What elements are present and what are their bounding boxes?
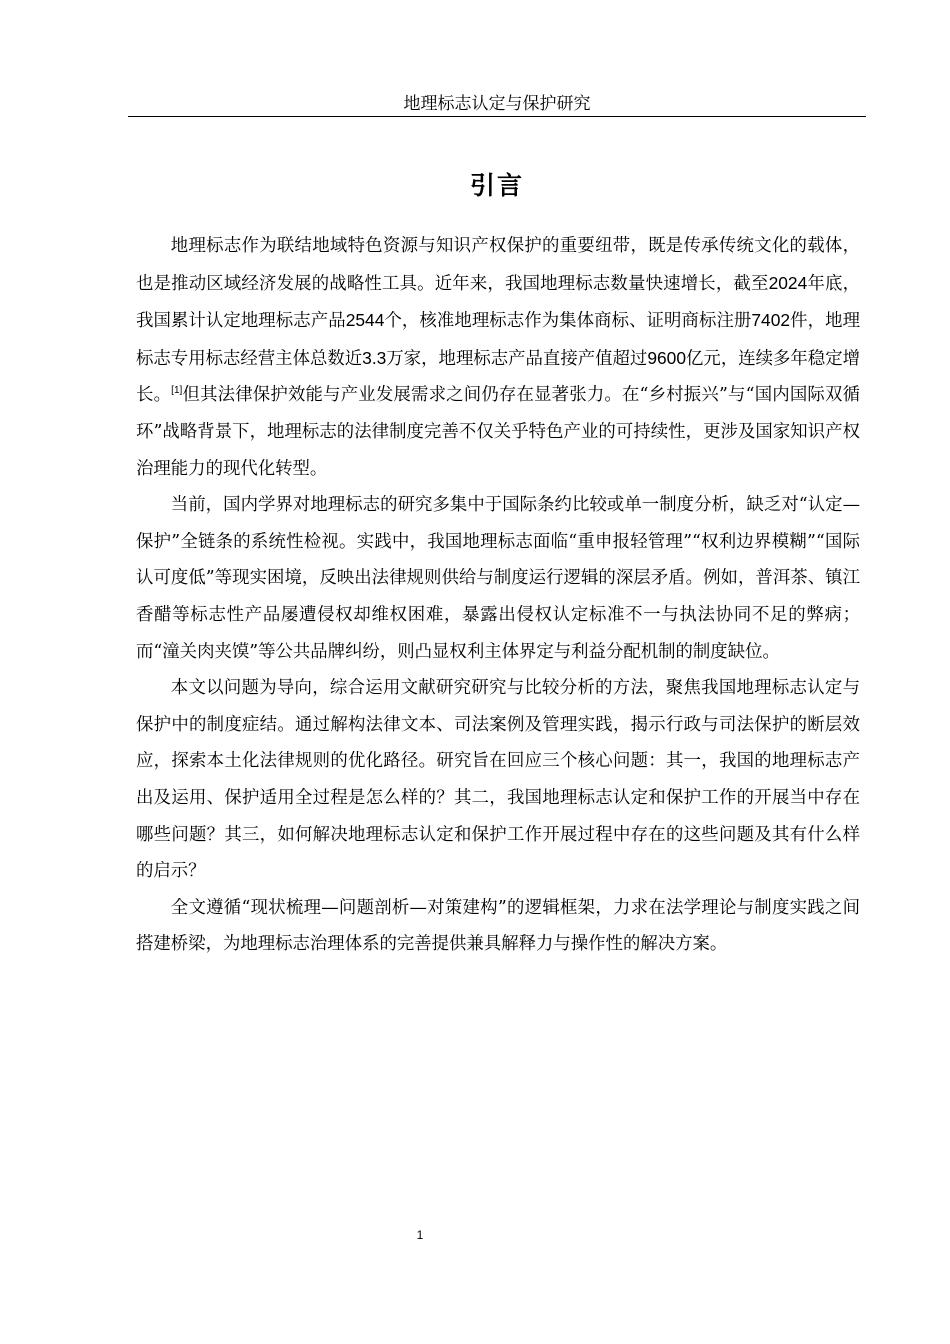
p1-text-3: 个，核准地理标志作为集体商标、证明商标注册 [384, 311, 752, 332]
paragraph-1 [136, 228, 860, 487]
paragraph-3: 本文以问题为导向，综合运用文献研究研究与比较分析的方法，聚焦我国地理标志认定与保护中的制度症结。通过解构法律文本、司法案例及管理实践，揭示行政与司法保护的断层效应，探索本土化法律规则的优化路径。研究旨在回应三个核心问题：其一，我国的地理标志产出及运用、保护适用全过程是怎么样的？其二，我国地理标志认定和保护工作的开展当中存在哪些问题？其三，如何解决地理标志认定和保护工作开展过程中存在的这些问题及其有什么样的启示？ [136, 678, 860, 882]
p1-text-2: 年底，我国累计认定地理标志产品 [136, 273, 860, 332]
p1-operators-count: 3.3 [362, 347, 387, 368]
p1-marks-count: 7402 [751, 310, 791, 331]
citation-1[interactable]: [1] [171, 385, 183, 397]
p1-text-7: 但其法律保护效能与产业发展需求之间仍存在显著张力。在“乡村振兴”与“国内国际双循环”战略背景下，地理标志的法律制度完善不仅关乎特色产业的可持续性，更涉及国家知识产权治理能力的现代化转型。 [136, 385, 860, 479]
body-text [136, 228, 860, 963]
section-title: 引言 [469, 171, 524, 200]
p1-output-value: 9600 [647, 347, 687, 368]
p1-year: 2024 [768, 272, 808, 293]
paragraph-4: 全文遵循“现状梳理—问题剖析—对策建构”的逻辑框架，力求在法学理论与制度实践之间搭建桥梁，为地理标志治理体系的完善提供兼具解释力与操作性的解决方案。 [136, 897, 860, 955]
p1-text-6: 亿元，连续多年稳定增长。 [136, 348, 860, 406]
p1-text-5: 万家，地理标志产品直接产值超过 [386, 348, 648, 369]
running-header [128, 92, 866, 117]
paragraph-2: 当前，国内学界对地理标志的研究多集中于国际条约比较或单一制度分析，缺乏对“认定—保护”全链条的系统性检视。实践中，我国地理标志面临“重申报轻管理”“权利边界模糊”“国际认可度低”等现实困境，反映出法律规则供给与制度运行逻辑的深层矛盾。例如，普洱茶、镇江香醋等标志性产品屡遭侵权却维权困难，暴露出侵权认定标准不一与执法协同不足的弊病；而“潼关肉夹馍”等公共品牌纠纷，则凸显权利主体界定与利益分配机制的制度缺位。 [136, 495, 860, 662]
p1-text-4: 件，地理标志专用标志经营主体总数近 [136, 311, 860, 369]
p1-products-count: 2544 [345, 310, 385, 331]
page-number: 1 [416, 1228, 424, 1242]
running-header-title: 地理标志认定与保护研究 [403, 94, 591, 114]
p1-text-1: 地理标志作为联结地域特色资源与知识产权保护的重要纽带，既是传承传统文化的载体，也是推动区域经济发展的战略性工具。近年来，我国地理标志数量快速增长，截至 [136, 236, 860, 294]
